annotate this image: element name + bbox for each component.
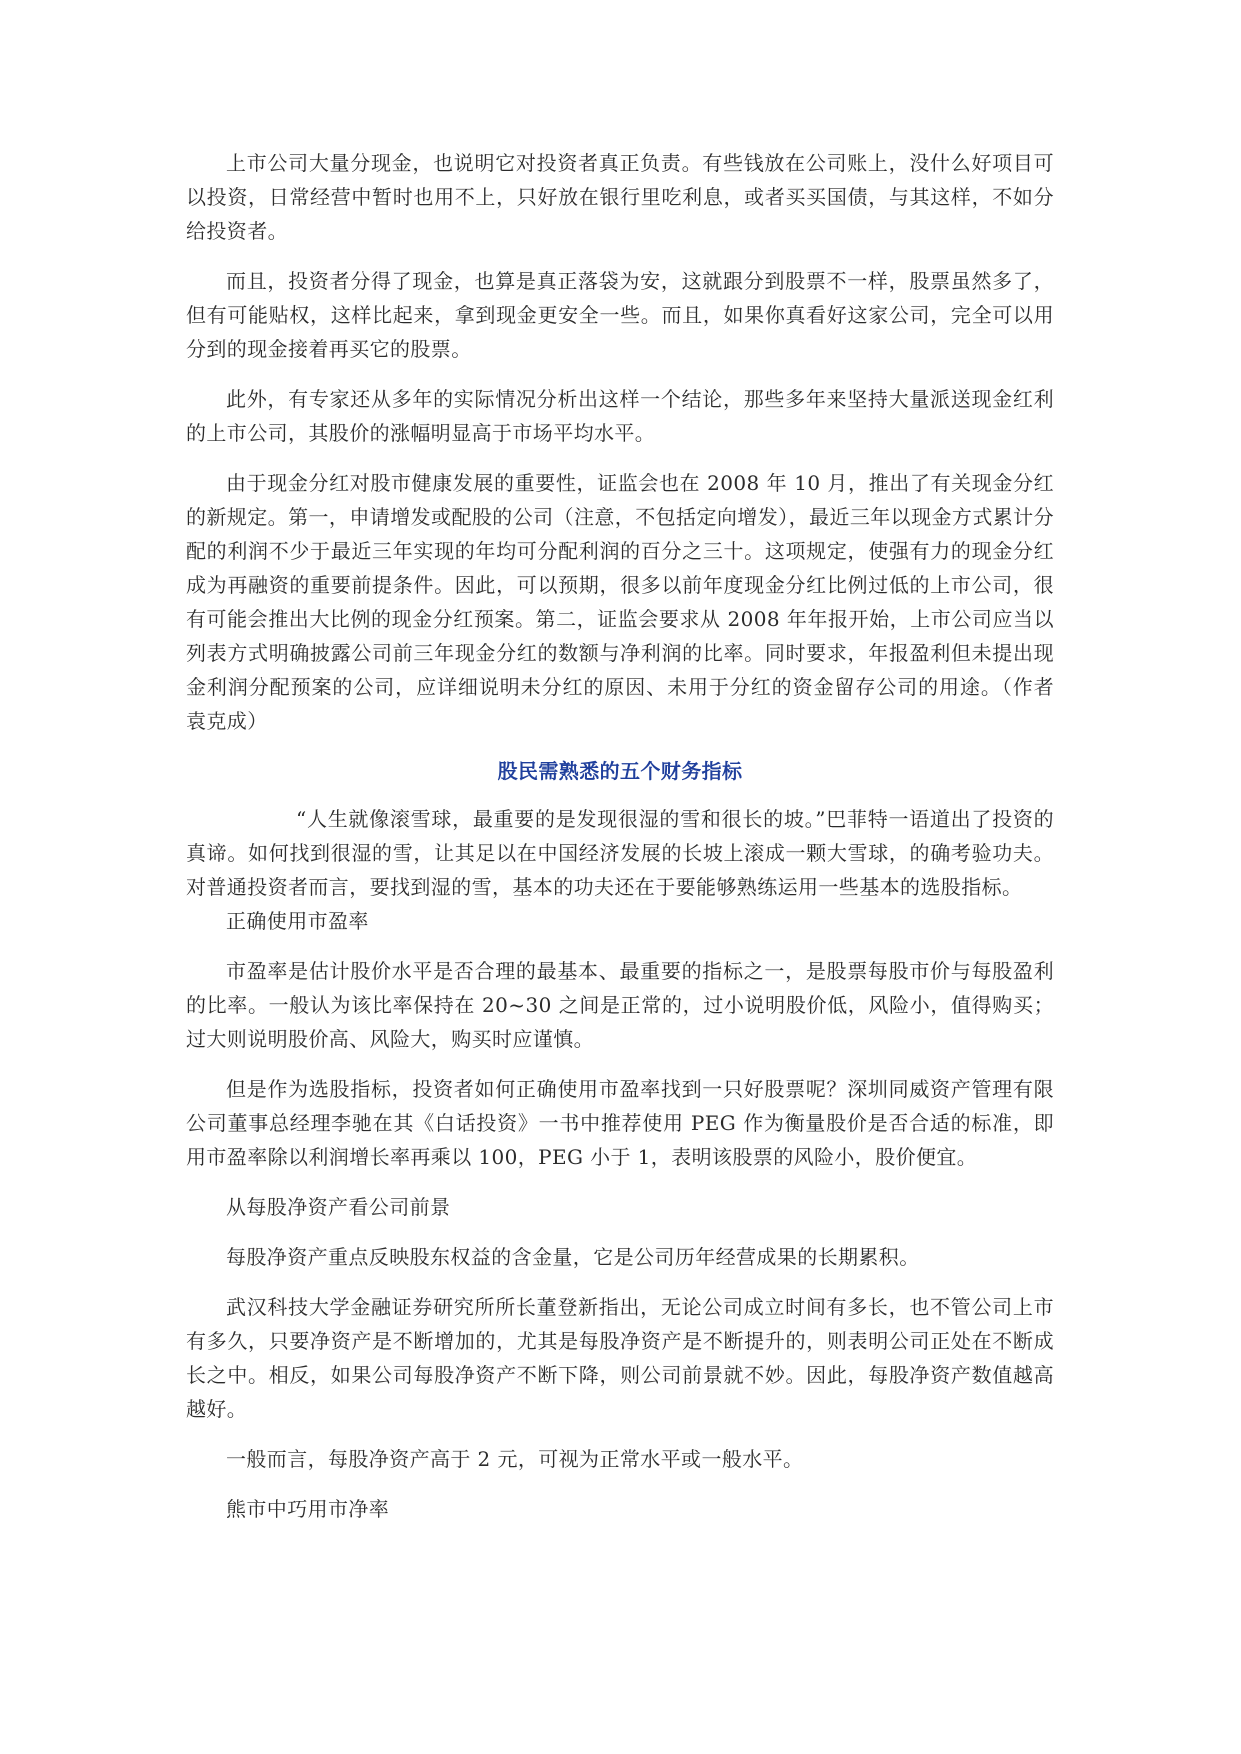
paragraph-net-asset-level: 一般而言，每股净资产高于 2 元，可视为正常水平或一般水平。 xyxy=(226,1447,804,1471)
paragraph-csrc-rules: 由于现金分红对股市健康发展的重要性，证监会也在 2008 年 10 月，推出了有关现金分红的新规定。第一，申请增发或配股的公司（注意，不包括定向增发），最近三年以现金方式累计分配的利润不少于最近三年实现的年均可分配利润的百分之三十。这项规定，使强有力的现金分红成为再融资的重要前提条件。因此，可以预期，很多以前年度现金分红比例过低的上市公司，很有可能会推出大比例的现金分红预案。第二，证监会要求从 2008 年年报开始，上市公司应当以列表方式明确披露公司前三年现金分红的数额与净利润的比率。同时要求，年报盈利但未提出现金利润分配预案的公司，应详细说明未分红的原因、未用于分红的资金留存公司的用途。（作者 袁克成） xyxy=(186,471,1054,733)
subheading-net-asset: 从每股净资产看公司前景 xyxy=(226,1195,451,1219)
paragraph-cash-safety: 而且，投资者分得了现金，也算是真正落袋为安，这就跟分到股票不一样，股票虽然多了，但有可能贴权，这样比起来，拿到现金更安全一些。而且，如果你真看好这家公司，完全可以用分到的现金接着再买它的股票。 xyxy=(186,269,1054,361)
paragraph-expert-conclusion: 此外，有专家还从多年的实际情况分析出这样一个结论，那些多年来坚持大量派送现金红利的上市公司，其股价的涨幅明显高于市场平均水平。 xyxy=(186,387,1054,445)
paragraph-net-asset-growth: 武汉科技大学金融证券研究所所长董登新指出，无论公司成立时间有多长，也不管公司上市有多久，只要净资产是不断增加的，尤其是每股净资产是不断提升的，则表明公司正处在不断成长之中。相反，如果公司每股净资产不断下降，则公司前景就不妙。因此，每股净资产数值越高越好。 xyxy=(186,1295,1054,1421)
paragraph-pe-definition: 市盈率是估计股价水平是否合理的最基本、最重要的指标之一，是股票每股市价与每股盈利的比率。一般认为该比率保持在 20~30 之间是正常的，过小说明股价低，风险小，值得购买；过大则说明股价高、风险大，购买时应谨慎。 xyxy=(186,959,1054,1051)
paragraph-buffett-quote: “人生就像滚雪球，最重要的是发现很湿的雪和很长的坡。”巴菲特一语道出了投资的真谛。如何找到很湿的雪，让其足以在中国经济发展的长坡上滚成一颗大雪球，的确考验功夫。对普通投资者而言，要找到湿的雪，基本的功夫还在于要能够熟练运用一些基本的选股指标。 xyxy=(186,807,1054,899)
subheading-pb-ratio: 熊市中巧用市净率 xyxy=(226,1497,390,1521)
paragraph-cash-responsibility: 上市公司大量分现金，也说明它对投资者真正负责。有些钱放在公司账上，没什么好项目可以投资，日常经营中暂时也用不上，只好放在银行里吃利息，或者买买国债，与其这样，不如分给投资者。 xyxy=(186,151,1054,243)
article-body xyxy=(186,146,1054,1542)
paragraph-net-asset-definition: 每股净资产重点反映股东权益的含金量，它是公司历年经营成果的长期累积。 xyxy=(226,1245,920,1269)
section-title: 股民需熟悉的五个财务指标 xyxy=(497,759,743,783)
paragraph-peg: 但是作为选股指标，投资者如何正确使用市盈率找到一只好股票呢？深圳同威资产管理有限公司董事总经理李驰在其《白话投资》一书中推荐使用 PEG 作为衡量股价是否合适的标准，即用市盈率除以利润增长率再乘以 100，PEG 小于 1，表明该股票的风险小，股价便宜。 xyxy=(186,1077,1054,1169)
subheading-pe-ratio: 正确使用市盈率 xyxy=(226,909,369,933)
